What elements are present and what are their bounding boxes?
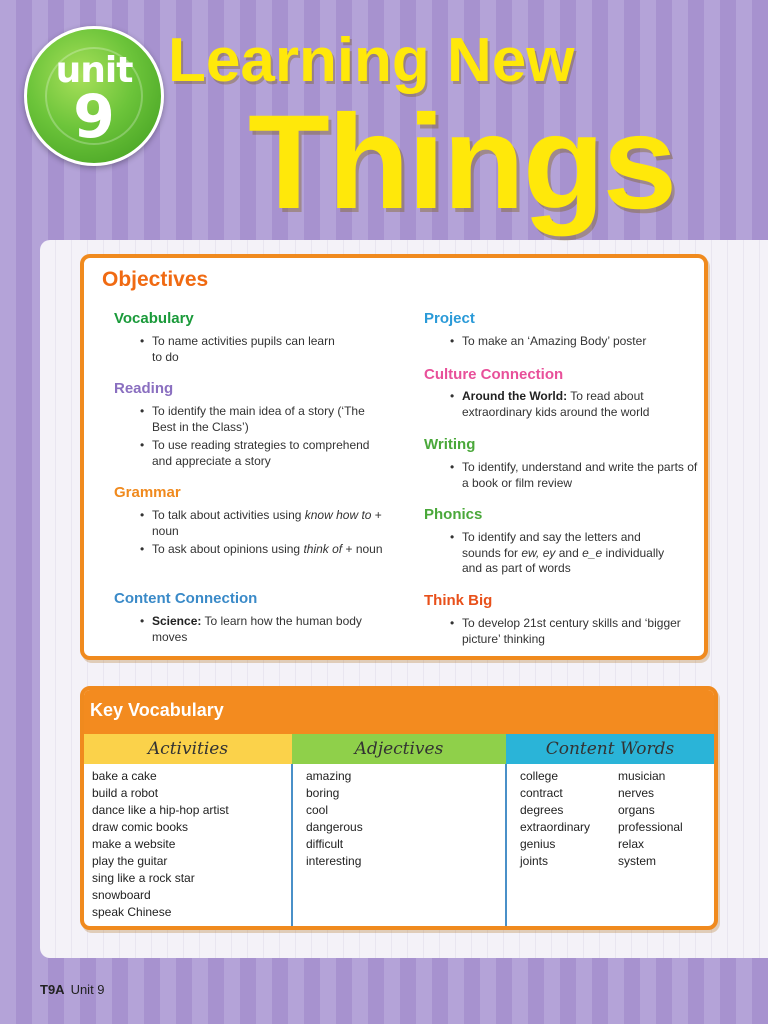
item-emphasis: know how to (304, 508, 372, 522)
item-text: and (555, 545, 583, 560)
list-item (450, 389, 700, 420)
word: sing like a rock star (92, 871, 195, 885)
column-divider (505, 764, 507, 930)
section-title-project: Project (424, 310, 475, 327)
word: extraordinary (520, 820, 591, 834)
list-item: • To identify the main idea of a story (‘The Best in the Class’) (140, 404, 380, 435)
word: dance like a hip-hop artist (92, 803, 229, 817)
reading-list (140, 404, 380, 472)
list-item: • To make an ‘Amazing Body’ poster (450, 334, 700, 350)
list-item (450, 530, 680, 577)
content-words-list-2 (618, 764, 714, 930)
word: boring (306, 786, 340, 800)
section-title-vocabulary: Vocabulary (114, 310, 194, 327)
think-big-list (450, 616, 700, 650)
word: organs (618, 803, 655, 817)
section-title-culture-connection: Culture Connection (424, 366, 564, 383)
item-bold: Science: (152, 614, 202, 628)
word: musician (618, 769, 666, 783)
item-text: + noun (342, 542, 383, 556)
section-title-reading: Reading (114, 380, 174, 397)
item-text: To identify and say the letters and sounds for (462, 530, 641, 560)
content-words-list-1 (520, 764, 616, 930)
key-vocabulary-box (80, 686, 718, 930)
section-title-writing: Writing (424, 436, 476, 453)
key-vocabulary-title: Key Vocabulary (90, 700, 224, 720)
column-divider (291, 764, 293, 930)
vocabulary-list (140, 334, 340, 368)
grammar-list (140, 508, 390, 561)
word: nerves (618, 786, 655, 800)
item-text: To learn how the human body moves (152, 614, 362, 644)
column-header-content-words: Content Words (506, 734, 714, 764)
page-code: T9A (40, 982, 65, 997)
section-title-grammar: Grammar (114, 484, 181, 501)
section-title-content-connection: Content Connection (114, 590, 258, 607)
project-list (450, 334, 700, 353)
section-title-think-big: Think Big (424, 592, 493, 609)
culture-connection-list (450, 389, 700, 423)
word: difficult (306, 837, 344, 851)
word: build a robot (92, 786, 159, 800)
phonics-list (450, 530, 680, 580)
item-emphasis: ew, ey (521, 545, 556, 560)
adjectives-word-list (306, 764, 496, 930)
word: relax (618, 837, 645, 851)
word: interesting (306, 854, 362, 868)
column-header-activities: Activities (84, 734, 292, 764)
list-item: • To develop 21st century skills and ‘bigger picture’ thinking (450, 616, 700, 647)
word: dangerous (306, 820, 363, 834)
writing-list (450, 460, 700, 494)
activities-word-list (92, 764, 288, 930)
unit-number: 9 (73, 82, 115, 152)
page-label: Unit 9 (70, 982, 105, 997)
key-vocabulary-header (84, 690, 714, 734)
page-footer (40, 982, 105, 997)
item-text: To read about extraordinary kids around the world (462, 389, 650, 419)
item-emphasis: e_e (582, 545, 603, 560)
word: bake a cake (92, 769, 157, 783)
column-header-adjectives: Adjectives (292, 734, 506, 764)
section-title-phonics: Phonics (424, 506, 483, 523)
word: amazing (306, 769, 352, 783)
item-text: + noun (152, 508, 382, 538)
unit-title-line2: Things (248, 88, 676, 237)
word: professional (618, 820, 683, 834)
word: snowboard (92, 888, 151, 902)
list-item: • To use reading strategies to comprehend and appreciate a story (140, 438, 380, 469)
word: degrees (520, 803, 564, 817)
list-item (140, 508, 390, 539)
item-text: To ask about opinions using (152, 542, 304, 556)
unit-badge (24, 26, 164, 166)
objectives-heading: Objectives (102, 268, 209, 291)
content-connection-list (140, 614, 400, 648)
word: genius (520, 837, 556, 851)
list-item: • To name activities pupils can learn to do (140, 334, 340, 365)
item-text: individually and as part of words (462, 545, 665, 575)
item-emphasis: think of (303, 542, 343, 556)
word: college (520, 769, 559, 783)
word: make a website (92, 837, 176, 851)
list-item: • To identify, understand and write the parts of a book or film review (450, 460, 700, 491)
word: speak Chinese (92, 905, 172, 919)
word: system (618, 854, 657, 868)
word: cool (306, 803, 329, 817)
word: contract (520, 786, 563, 800)
word: play the guitar (92, 854, 168, 868)
word: joints (520, 854, 549, 868)
list-item (140, 614, 400, 645)
word: draw comic books (92, 820, 189, 834)
footer-strip (0, 958, 768, 1024)
item-bold: Around the World: (462, 389, 568, 403)
item-text: To talk about activities using (152, 508, 305, 522)
unit-title-line1: Learning New (168, 26, 575, 95)
list-item (140, 542, 390, 558)
unit-word: unit (55, 50, 133, 91)
objectives-box (80, 254, 708, 660)
